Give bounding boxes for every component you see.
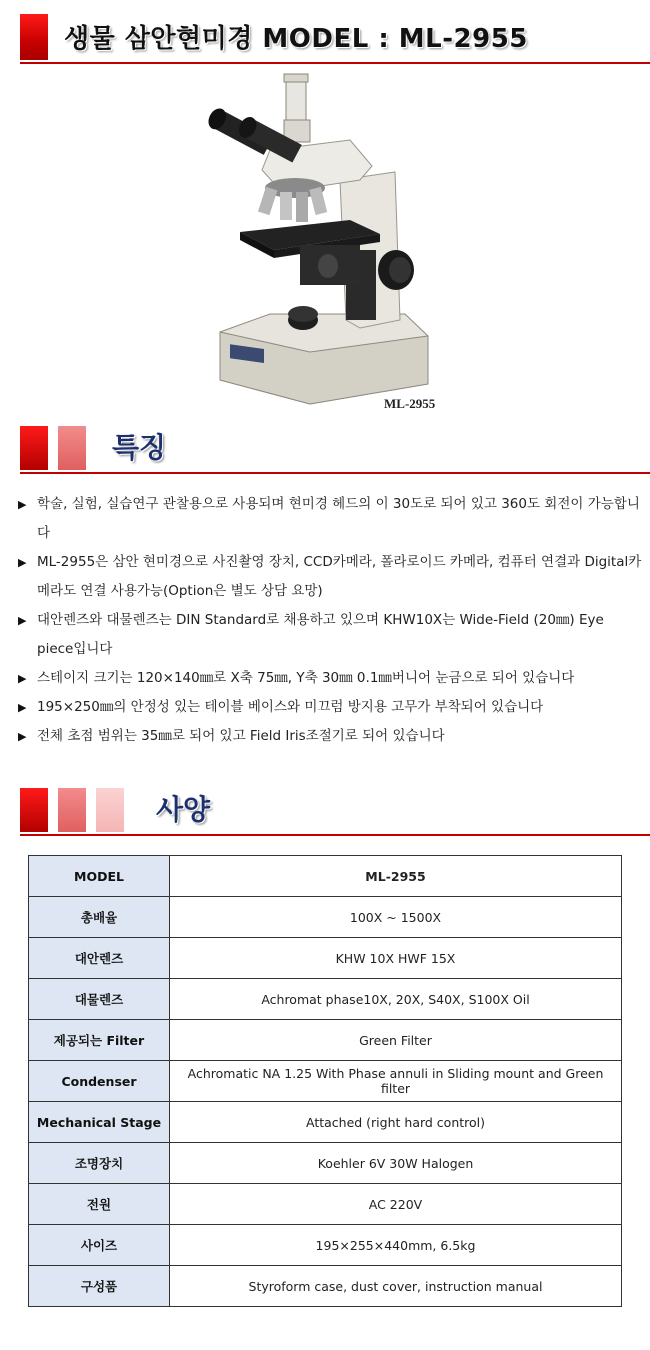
- spec-value: KHW 10X HWF 15X: [170, 938, 622, 979]
- feature-text: ML-2955은 삼안 현미경으로 사진촬영 장치, CCD카메라, 폴라로이드 카메라, 컴퓨터 연결과 Digital카메라도 연결 사용가능(Option은 별도 상담 요망): [37, 554, 642, 599]
- table-row: [29, 979, 622, 1020]
- specs-title: 사양: [156, 793, 211, 826]
- table-row: [29, 1266, 622, 1307]
- bullet-arrow-icon: ▶: [18, 730, 27, 743]
- bullet-arrow-icon: ▶: [18, 556, 27, 569]
- table-row: [29, 897, 622, 938]
- spec-label: Mechanical Stage: [29, 1102, 170, 1143]
- table-row: [29, 1020, 622, 1061]
- spec-table: [28, 855, 622, 1307]
- spec-value: Koehler 6V 30W Halogen: [170, 1143, 622, 1184]
- specs-section-header: [20, 786, 650, 836]
- bullet-arrow-icon: ▶: [18, 498, 27, 511]
- spec-value: AC 220V: [170, 1184, 622, 1225]
- microscope-illustration: [200, 70, 460, 415]
- features-section-header: [20, 424, 650, 474]
- header-light-pink-block: [96, 788, 124, 832]
- spec-label: 사이즈: [29, 1225, 170, 1266]
- spec-value: Styroform case, dust cover, instruction manual: [170, 1266, 622, 1307]
- spec-label: 총배율: [29, 897, 170, 938]
- header-pink-block: [58, 788, 86, 832]
- spec-label: 전원: [29, 1184, 170, 1225]
- feature-item: [18, 606, 643, 664]
- feature-text: 학술, 실험, 실습연구 관찰용으로 사용되며 현미경 헤드의 이 30도로 되어 있고 360도 회전이 가능합니다: [37, 496, 640, 541]
- spec-value: ML-2955: [170, 856, 622, 897]
- spec-value: Green Filter: [170, 1020, 622, 1061]
- page-title: 생물 삼안현미경 MODEL : ML-2955: [64, 24, 528, 54]
- bullet-arrow-icon: ▶: [18, 672, 27, 685]
- feature-item: [18, 548, 643, 606]
- table-row: [29, 938, 622, 979]
- feature-item: [18, 722, 643, 751]
- features-title: 특징: [112, 431, 167, 464]
- spec-label: Condenser: [29, 1061, 170, 1102]
- feature-item: [18, 664, 643, 693]
- table-row: [29, 1061, 622, 1102]
- feature-text: 195×250㎜의 안정성 있는 테이블 베이스와 미끄럼 방지용 고무가 부착되어 있습니다: [37, 699, 544, 715]
- product-image: [200, 70, 460, 415]
- feature-text: 스테이지 크기는 120×140㎜로 X축 75㎜, Y축 30㎜ 0.1㎜버니어 눈금으로 되어 있습니다: [37, 670, 575, 686]
- spec-label: 구성품: [29, 1266, 170, 1307]
- spec-value: 195×255×440mm, 6.5kg: [170, 1225, 622, 1266]
- table-row: [29, 1184, 622, 1225]
- header-red-block: [20, 14, 48, 60]
- table-row: [29, 856, 622, 897]
- feature-text: 전체 초점 범위는 35㎜로 되어 있고 Field Iris조절기로 되어 있습니다: [37, 728, 445, 744]
- header-pink-block: [58, 426, 86, 470]
- features-list: [18, 490, 643, 751]
- table-row: [29, 1143, 622, 1184]
- table-row: [29, 1225, 622, 1266]
- feature-item: [18, 693, 643, 722]
- feature-text: 대안렌즈와 대물렌즈는 DIN Standard로 채용하고 있으며 KHW10X는 Wide-Field (20㎜) Eye piece입니다: [37, 612, 604, 657]
- header-red-block: [20, 788, 48, 832]
- spec-label: 대물렌즈: [29, 979, 170, 1020]
- page-header: [20, 12, 650, 64]
- spec-label: MODEL: [29, 856, 170, 897]
- bullet-arrow-icon: ▶: [18, 701, 27, 714]
- table-row: [29, 1102, 622, 1143]
- product-model-caption: ML-2955: [384, 396, 436, 411]
- spec-value: Achromatic NA 1.25 With Phase annuli in Sliding mount and Green filter: [170, 1061, 622, 1102]
- spec-value: Attached (right hard control): [170, 1102, 622, 1143]
- spec-value: 100X ~ 1500X: [170, 897, 622, 938]
- spec-label: 제공되는 Filter: [29, 1020, 170, 1061]
- feature-item: [18, 490, 643, 548]
- spec-value: Achromat phase10X, 20X, S40X, S100X Oil: [170, 979, 622, 1020]
- header-red-block: [20, 426, 48, 470]
- spec-label: 대안렌즈: [29, 938, 170, 979]
- spec-label: 조명장치: [29, 1143, 170, 1184]
- bullet-arrow-icon: ▶: [18, 614, 27, 627]
